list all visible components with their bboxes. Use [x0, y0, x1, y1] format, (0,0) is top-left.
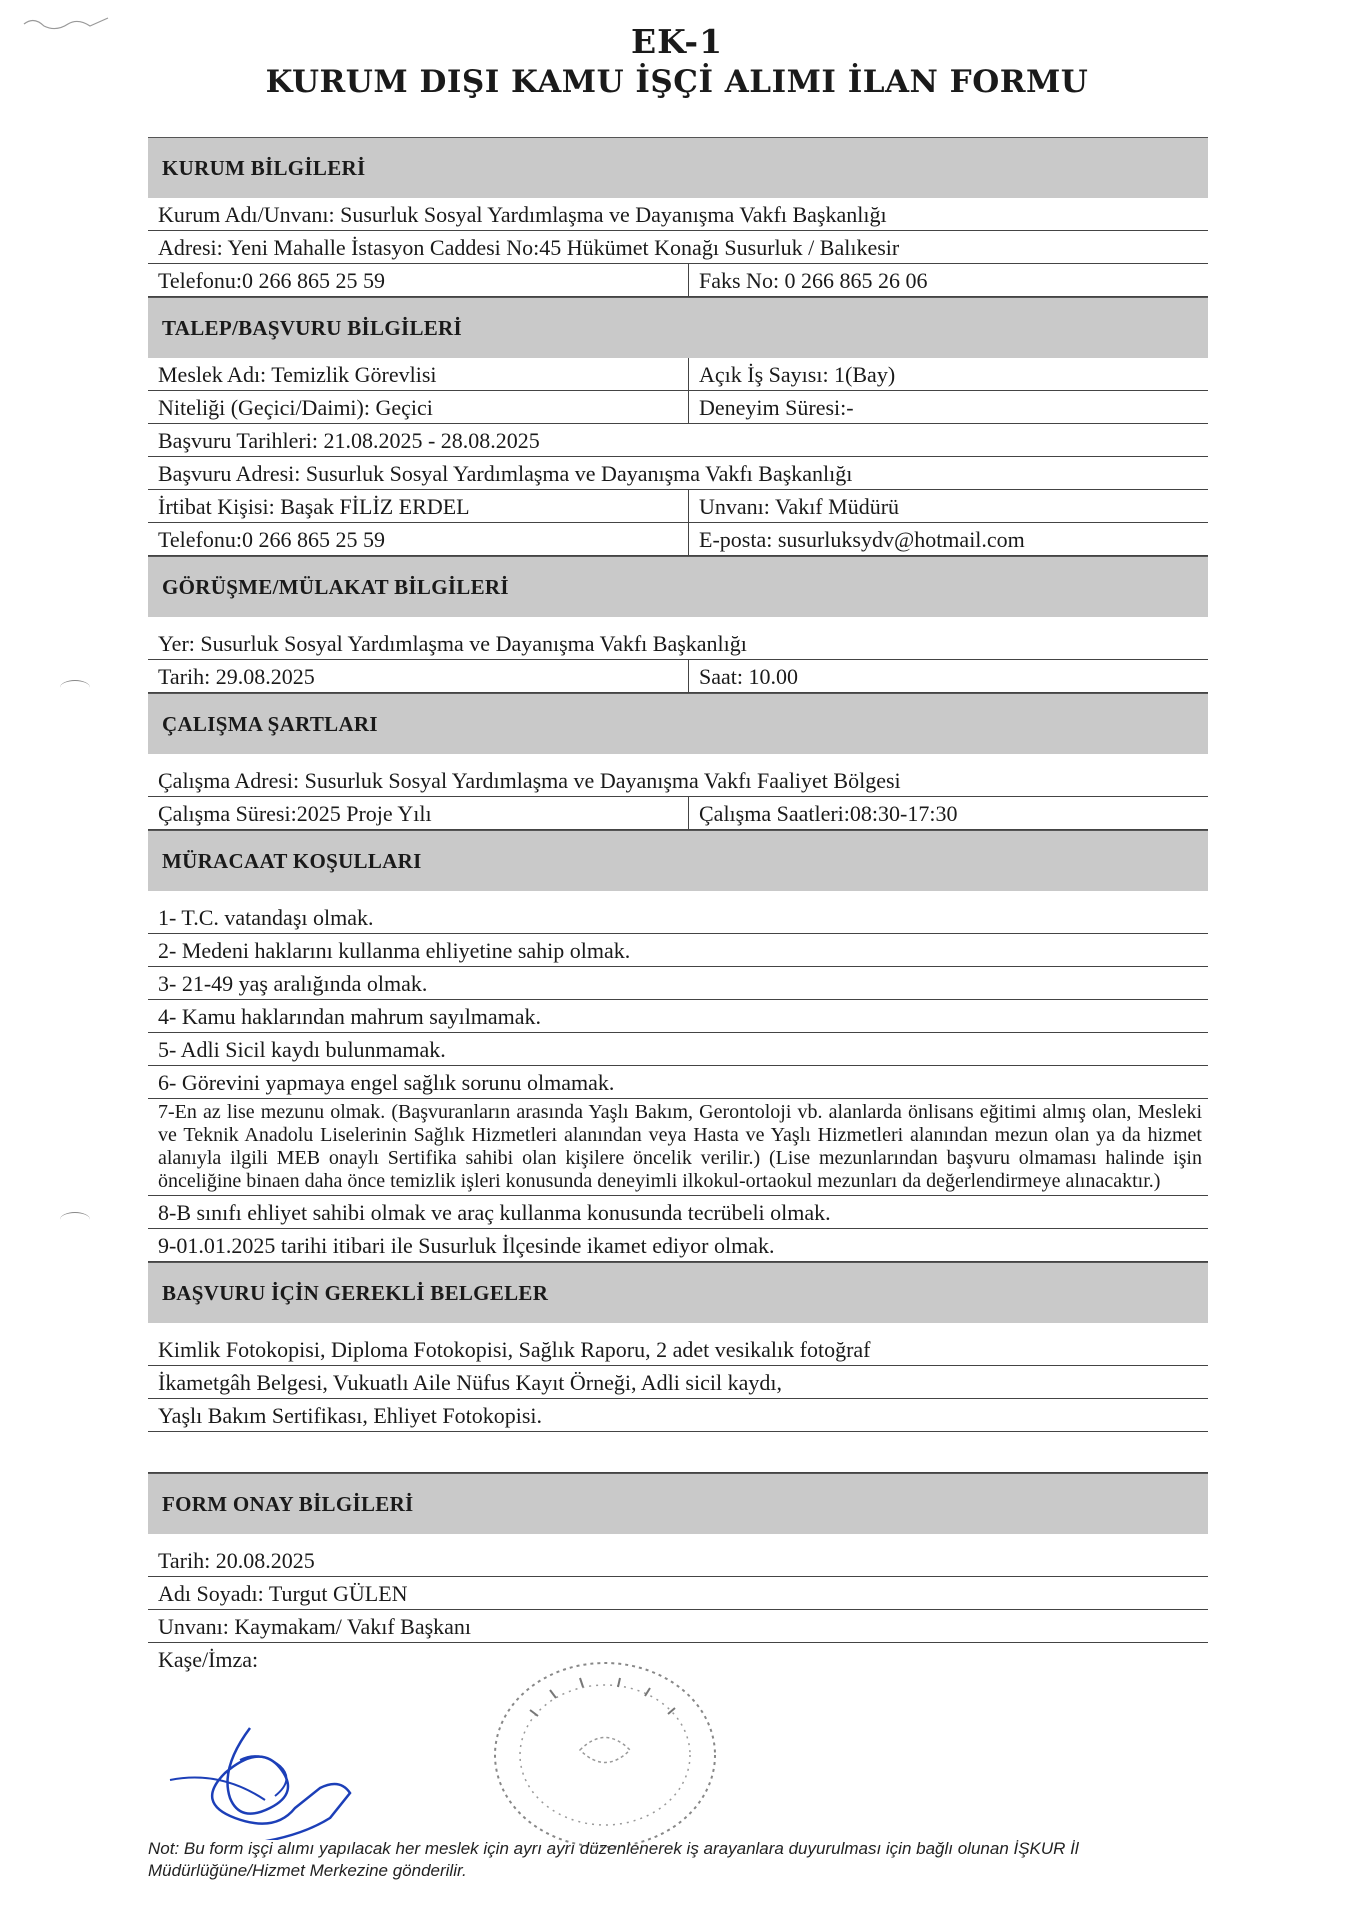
muracaat-item — [148, 1196, 1208, 1229]
talep-row-6 — [148, 523, 1208, 556]
talep-experience: Deneyim Süresi:- — [699, 395, 854, 420]
onay-stamp-label: Kaşe/İmza: — [158, 1647, 259, 1672]
kurum-fax: Faks No: 0 266 865 26 06 — [699, 268, 928, 293]
form-table — [148, 137, 1208, 1763]
belge-line — [148, 1366, 1208, 1399]
calisma-address-row — [148, 764, 1208, 797]
mulakat-date: Tarih: 29.08.2025 — [148, 660, 689, 692]
onay-title: Unvanı: Kaymakam/ Vakıf Başkanı — [158, 1614, 472, 1639]
talep-row-5 — [148, 490, 1208, 523]
calisma-hours: Çalışma Saatleri:08:30-17:30 — [699, 801, 958, 826]
kurum-name: Kurum Adı/Unvanı: Susurluk Sosyal Yardımlaşma ve Dayanışma Vakfı Başkanlığı — [158, 202, 887, 227]
kurum-address-row — [148, 231, 1208, 264]
onay-name: Adı Soyadı: Turgut GÜLEN — [158, 1581, 408, 1606]
onay-title-row — [148, 1610, 1208, 1643]
kurum-address: Adresi: Yeni Mahalle İstasyon Caddesi No:45 Hükümet Konağı Susurluk / Balıkesir — [158, 235, 900, 260]
mulakat-time-row — [148, 660, 1208, 693]
talep-row-1 — [148, 358, 1208, 391]
calisma-time-row — [148, 797, 1208, 830]
section-belgeler: BAŞVURU İÇİN GEREKLİ BELGELER — [148, 1262, 1208, 1323]
muracaat-item — [148, 1229, 1208, 1262]
muracaat-item — [148, 934, 1208, 967]
kurum-phone: Telefonu:0 266 865 25 59 — [148, 264, 689, 296]
muracaat-item — [148, 1000, 1208, 1033]
muracaat-item-9: 9-01.01.2025 tarihi itibari ile Susurluk İlçesinde ikamet ediyor olmak. — [158, 1233, 775, 1258]
onay-name-row — [148, 1577, 1208, 1610]
belge-line — [148, 1399, 1208, 1432]
talep-profession: Meslek Adı: Temizlik Görevlisi — [148, 358, 689, 390]
muracaat-item — [148, 967, 1208, 1000]
section-muracaat: MÜRACAAT KOŞULLARI — [148, 830, 1208, 891]
punch-hole-mark — [60, 680, 90, 695]
kurum-contact-row — [148, 264, 1208, 297]
belge-line-2: İkametgâh Belgesi, Vukuatlı Aile Nüfus Kayıt Örneği, Adli sicil kaydı, — [158, 1370, 782, 1395]
muracaat-item-8: 8-B sınıfı ehliyet sahibi olmak ve araç kullanma konusunda tecrübeli olmak. — [158, 1200, 831, 1225]
punch-hole-mark — [60, 1212, 90, 1227]
belge-line-4 — [148, 1432, 1208, 1472]
calisma-address: Çalışma Adresi: Susurluk Sosyal Yardımlaşma ve Dayanışma Vakfı Faaliyet Bölgesi — [158, 768, 901, 793]
talep-row-4 — [148, 457, 1208, 490]
form-code: EK-1 — [630, 22, 724, 61]
muracaat-item-4: 4- Kamu haklarından mahrum sayılmamak. — [158, 1004, 542, 1029]
talep-apply-address: Başvuru Adresi: Susurluk Sosyal Yardımlaşma ve Dayanışma Vakfı Başkanlığı — [158, 461, 853, 486]
section-talep: TALEP/BAŞVURU BİLGİLERİ — [148, 297, 1208, 358]
mulakat-place-row — [148, 627, 1208, 660]
onay-date: Tarih: 20.08.2025 — [158, 1548, 315, 1573]
muracaat-item-1: 1- T.C. vatandaşı olmak. — [158, 905, 374, 930]
mulakat-place: Yer: Susurluk Sosyal Yardımlaşma ve Dayanışma Vakfı Başkanlığı — [158, 631, 747, 656]
talep-nature: Niteliği (Geçici/Daimi): Geçici — [148, 391, 689, 423]
talep-dates: Başvuru Tarihleri: 21.08.2025 - 28.08.2025 — [158, 428, 540, 453]
belge-line-3: Yaşlı Bakım Sertifikası, Ehliyet Fotokopisi. — [158, 1403, 543, 1428]
kurum-name-row — [148, 198, 1208, 231]
section-calisma: ÇALIŞMA ŞARTLARI — [148, 693, 1208, 754]
muracaat-item-3: 3- 21-49 yaş aralığında olmak. — [158, 971, 428, 996]
talep-contact-title: Unvanı: Vakıf Müdürü — [699, 494, 900, 519]
section-kurum: KURUM BİLGİLERİ — [148, 137, 1208, 198]
muracaat-item — [148, 1033, 1208, 1066]
onay-date-row — [148, 1544, 1208, 1577]
official-stamp-icon — [470, 1650, 740, 1860]
belge-line — [148, 1333, 1208, 1366]
muracaat-item-2: 2- Medeni haklarını kullanma ehliyetine sahip olmak. — [158, 938, 631, 963]
section-onay: FORM ONAY BİLGİLERİ — [148, 1473, 1208, 1534]
muracaat-item-7: 7-En az lise mezunu olmak. (Başvuranların arasında Yaşlı Bakım, Gerontoloji vb. alanlarda önlisans eğitimi almış olan, Mesleki ve Teknik Anadolu Liselerinin Sağlık Hizmetleri alanından veya Hasta ve Yaşlı Hizmetleri alanından mezun olan ya da hizmet alanıyla ilgili MEB onaylı Sertifika sahibi olan kişilere öncelik verilir.) (Lise mezunlarından başvuru olmaması halinde işin önceliğine binaen daha önce temizlik işleri konusunda deneyimli ilkokul-ortaokul mezunları da değerlendirmeye alınacaktır.) — [148, 1099, 1208, 1196]
muracaat-item-6: 6- Görevini yapmaya engel sağlık sorunu olmamak. — [158, 1070, 615, 1095]
talep-row-3 — [148, 424, 1208, 457]
belge-line — [148, 1432, 1208, 1473]
form-title: KURUM DIŞI KAMU İŞÇİ ALIMI İLAN FORMU — [265, 64, 1089, 100]
talep-contact: İrtibat Kişisi: Başak FİLİZ ERDEL — [148, 490, 689, 522]
talep-phone: Telefonu:0 266 865 25 59 — [148, 523, 689, 555]
calisma-duration: Çalışma Süresi:2025 Proje Yılı — [148, 797, 689, 829]
talep-email: E-posta: susurluksydv@hotmail.com — [699, 527, 1025, 552]
mulakat-time: Saat: 10.00 — [699, 664, 798, 689]
talep-row-2 — [148, 391, 1208, 424]
footer-note: Not: Bu form işçi alımı yapılacak her meslek için ayrı ayrı düzenlenerek iş arayanlara duyurulması için bağlı olunan İŞKUR İl Müdürlüğüne/Hizmet Merkezine gönderilir. — [148, 1839, 1079, 1880]
belge-line-1: Kimlik Fotokopisi, Diploma Fotokopisi, Sağlık Raporu, 2 adet vesikalık fotoğraf — [158, 1337, 871, 1362]
muracaat-item — [148, 901, 1208, 934]
muracaat-item-5: 5- Adli Sicil kaydı bulunmamak. — [158, 1037, 446, 1062]
section-mulakat: GÖRÜŞME/MÜLAKAT BİLGİLERİ — [148, 556, 1208, 617]
muracaat-item — [148, 1066, 1208, 1099]
signature-icon — [100, 1720, 480, 1840]
talep-openings: Açık İş Sayısı: 1(Bay) — [699, 362, 896, 387]
